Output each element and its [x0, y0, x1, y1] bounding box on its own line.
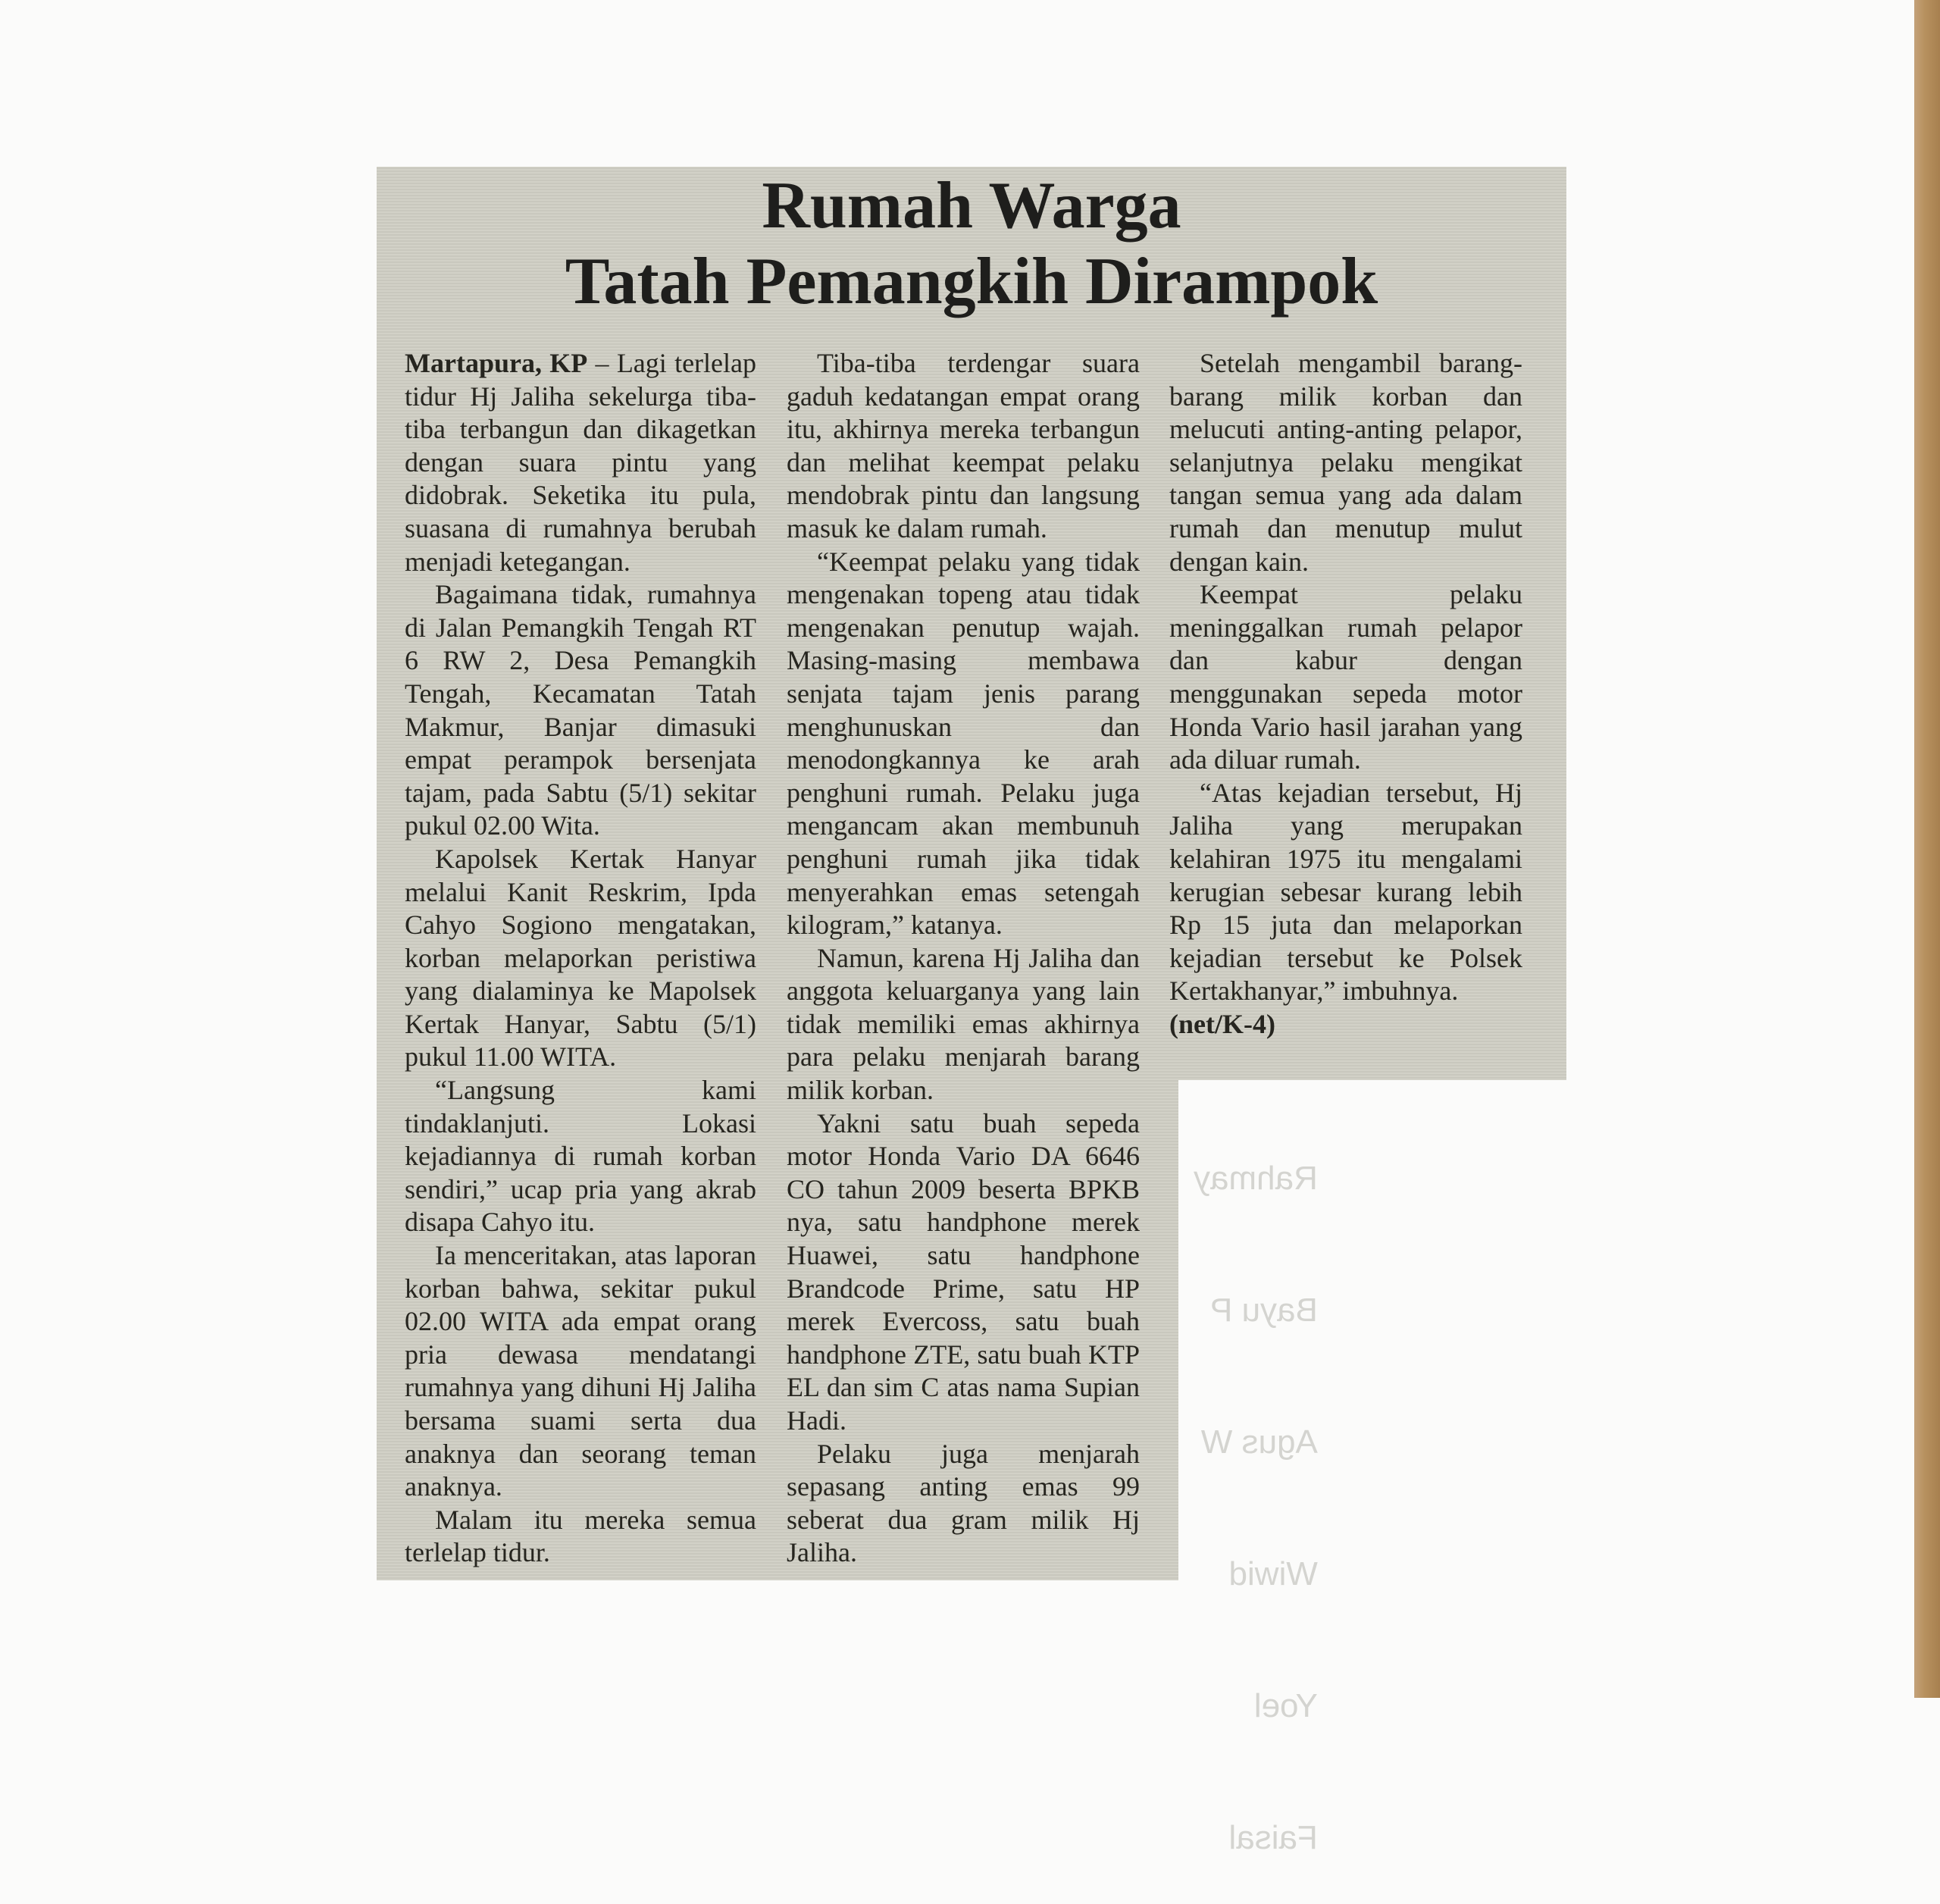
article-column-1: [405, 347, 756, 1570]
paragraph: Kapolsek Kertak Hanyar melalui Kanit Reskrim, Ipda Cahyo Sogiono mengatakan, korban melaporkan peristiwa yang dialaminya ke Mapolsek Kertak Hanyar, Sabtu (5/1) pukul 11.00 WITA.: [405, 843, 756, 1073]
paragraph: “Atas kejadian tersebut, Hj Jaliha yang merupakan kelahiran 1975 itu mengalami kerugian sebesar kurang lebih Rp 15 juta dan melaporkan kejadian tersebut ke Polsek Kertakhanyar,” imbuhnya.: [1169, 777, 1522, 1007]
paragraph: “Keempat pelaku yang tidak mengenakan topeng atau tidak mengenakan penutup wajah. Masing-masing membawa senjata tajam jenis parang menghunuskan dan menodongkannya ke arah penghuni rumah. Pelaku juga mengancam akan membunuh penghuni rumah jika tidak menyerahkan emas setengah kilogram,” katanya.: [787, 546, 1140, 941]
headline-line-1: Rumah Warga: [762, 169, 1181, 243]
paragraph: Bagaimana tidak, rumahnya di Jalan Pemangkih Tengah RT 6 RW 2, Desa Pemangkih Tengah, Kecamatan Tatah Makmur, Banjar dimasuki empat perampok bersenjata tajam, pada Sabtu (5/1) sekitar pukul 02.00 Wita.: [405, 579, 756, 841]
paragraph: Namun, karena Hj Jaliha dan anggota keluarganya yang lain tidak memiliki emas akhirnya para pelaku menjarah barang milik korban.: [787, 942, 1140, 1106]
article-column-2: [787, 347, 1140, 1570]
paragraph: Yakni satu buah sepeda motor Honda Vario DA 6646 CO tahun 2009 beserta BPKB nya, satu handphone merek Huawei, satu handphone Brandcode Prime, satu HP merek Evercoss, satu buah handphone ZTE, satu buah KTP EL dan sim C atas nama Supian Hadi.: [787, 1107, 1140, 1436]
headline-line-2: Tatah Pemangkih Dirampok: [565, 245, 1378, 318]
wood-edge: [1914, 0, 1940, 1698]
headline: [377, 168, 1566, 320]
paragraph: “Langsung kami tindaklanjuti. Lokasi kejadiannya di rumah korban sendiri,” ucap pria yang akrab disapa Cahyo itu.: [405, 1075, 756, 1238]
dateline: Martapura, KP: [405, 348, 588, 378]
paragraph: Ia menceritakan, atas laporan korban bahwa, sekitar pukul 02.00 WITA ada empat orang pria dewasa mendatangi rumahnya yang dihuni Hj Jaliha bersama suami serta dua anaknya dan seorang teman anaknya.: [405, 1240, 756, 1502]
paragraph: Tiba-tiba terdengar suara gaduh kedatangan empat orang itu, akhirnya mereka terbangun dan melihat keempat pelaku mendobrak pintu dan langsung masuk ke dalam rumah.: [787, 348, 1140, 543]
author-credit: (net/K-4): [1169, 1008, 1275, 1039]
paragraph: Setelah mengambil barang-barang milik korban dan melucuti anting-anting pelapor, selanjutnya pelaku mengikat tangan semua yang ada dalam rumah dan menutup mulut dengan kain.: [1169, 348, 1522, 577]
paragraph: Martapura, KP – Lagi terlelap tidur Hj Jaliha sekelurga tiba-tiba terbangun dan dikagetkan dengan suara pintu yang didobrak. Seketika itu pula, suasana di rumahnya berubah menjadi ketegangan.: [405, 348, 756, 577]
paragraph: [1169, 1008, 1522, 1041]
bleed-through-names: Rahmay Bayu P Agus W Wiwid Yoel Faisal: [1194, 1160, 1318, 1856]
article-column-3: [1169, 347, 1522, 1041]
paragraph: Pelaku juga menjarah sepasang anting emas 99 seberat dua gram milik Hj Jaliha.: [787, 1438, 1140, 1568]
paragraph: Keempat pelaku meninggalkan rumah pelapor dan kabur dengan menggunakan sepeda motor Honda Vario hasil jarahan yang ada diluar rumah.: [1169, 579, 1522, 775]
paragraph: Malam itu mereka semua terlelap tidur.: [405, 1504, 756, 1568]
